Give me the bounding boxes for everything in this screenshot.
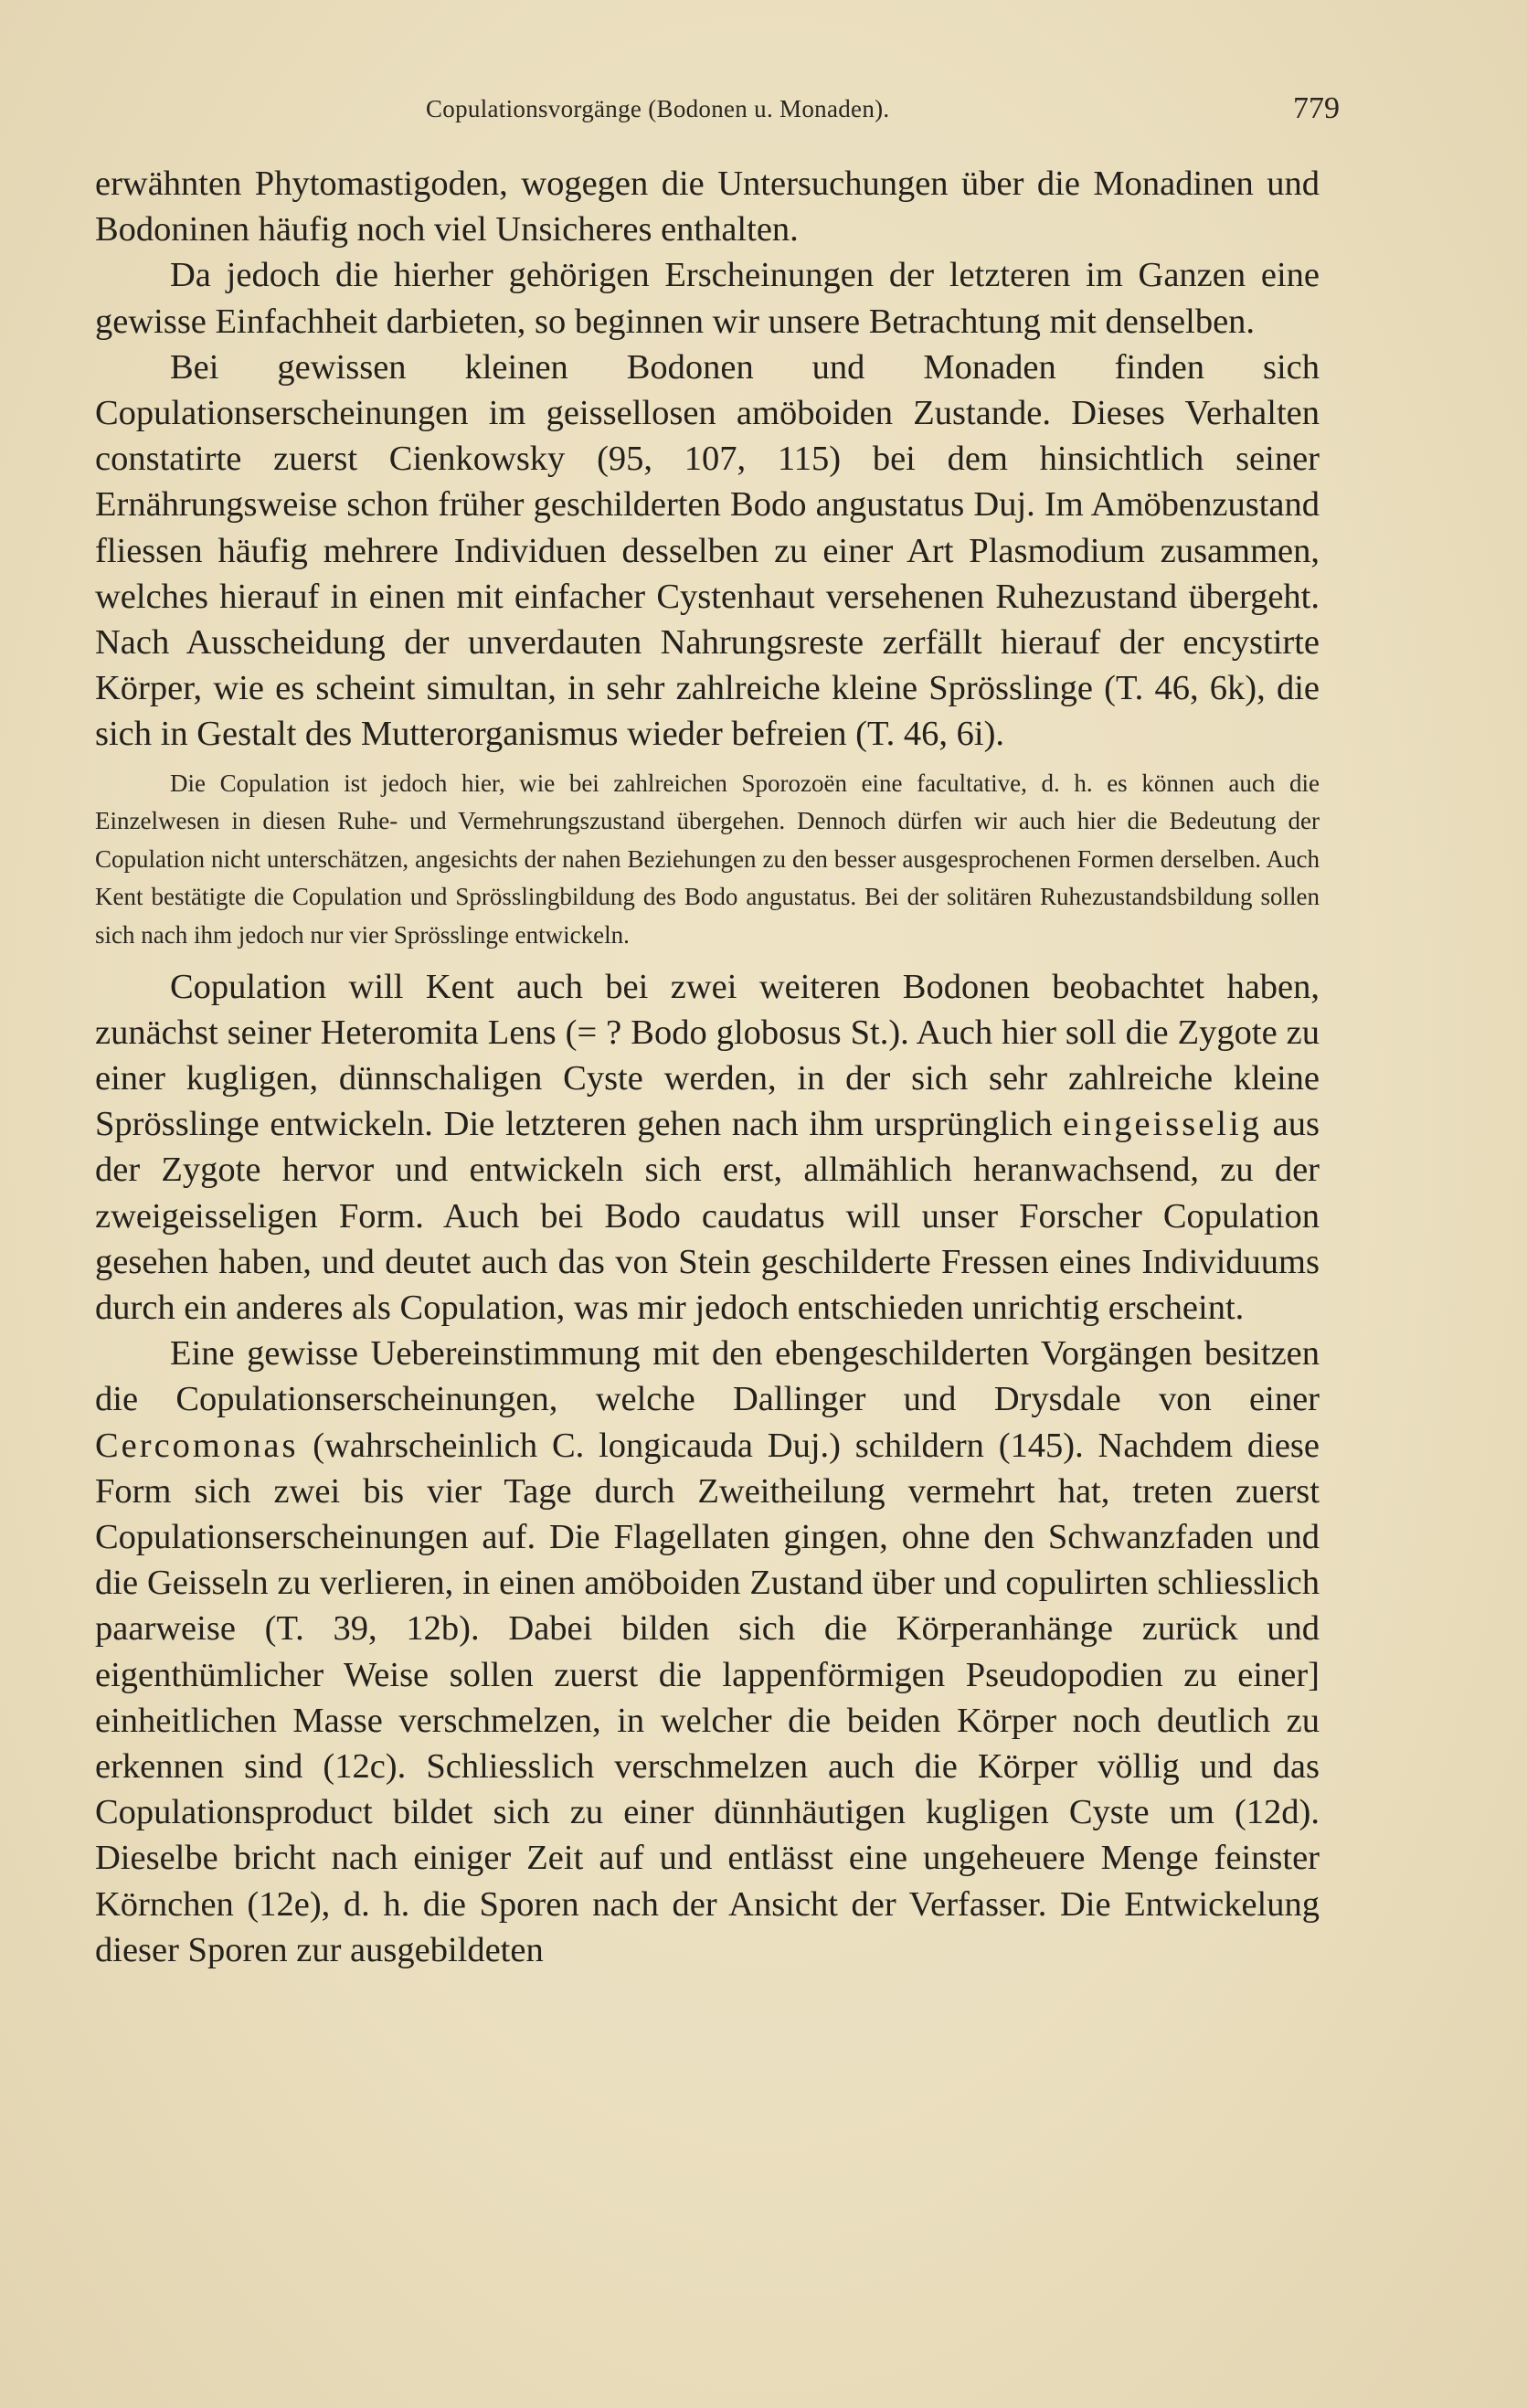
paragraph-text: (wahrscheinlich C. longicauda Duj.) schildern (145). Nachdem diese Form sich zwei bis vier Tage durch Zweitheilung vermehrt hat, treten zuerst Copulationserscheinungen auf. Die Flagellaten gingen, ohne den Schwanzfaden und die Geisseln zu verlieren, in einen amöboiden Zustand über und copulirten schliesslich paarweise (T. 39, 12b). Dabei bilden sich die Körperanhänge zurück und eigenthümlicher Weise sollen zuerst die lappenförmigen Pseudopodien zu einer] einheitlichen Masse verschmelzen, in welcher die beiden Körper noch deutlich zu erkennen sind (12c). Schliesslich verschmelzen auch die Körper völlig und das Copulationsproduct bildet sich zu einer dünnhäutigen kugligen Cyste um (12d). Dieselbe bricht nach einiger Zeit auf und entlässt eine ungeheuere Menge feinster Körnchen (12e), d. h. die Sporen nach der Ansicht der Verfasser. Die Entwickelung dieser Sporen zur ausgebildeten xyxy=(95,1426,1320,1969)
page-number: 779 xyxy=(1293,91,1340,125)
small-print-note xyxy=(95,765,1320,955)
paragraph-text: Da jedoch die hierher gehörigen Erscheinungen der letzteren im Ganzen eine gewisse Einfachheit darbieten, so beginnen wir unsere Betrachtung mit denselben. xyxy=(95,256,1320,341)
page-header xyxy=(95,91,1340,132)
emphasized-term: Cercomonas xyxy=(95,1426,299,1465)
paragraph xyxy=(95,252,1320,344)
paragraph-text: Eine gewisse Uebereinstimmung mit den ebengeschilderten Vorgängen besitzen die Copulationserscheinungen, welche Dallinger und Drysdale von einer xyxy=(95,1334,1320,1419)
paragraph-text: aus der Zygote hervor und entwickeln sich erst, allmählich heranwachsend, zu der zweigeisseligen Form. Auch bei Bodo caudatus will unser Forscher Copulation gesehen haben, und deutet auch das von Stein geschilderte Fressen eines Individuums durch ein anderes als Copulation, was mir jedoch entschieden unrichtig erscheint. xyxy=(95,1105,1320,1328)
emphasized-term: eingeisselig xyxy=(1063,1105,1262,1144)
paragraph-text: Bei gewissen kleinen Bodonen und Monaden finden sich Copulationserscheinungen im geissellosen amöboiden Zustande. Dieses Verhalten constatirte zuerst Cienkowsky (95, 107, 115) bei dem hinsichtlich seiner Ernährungsweise schon früher geschilderten Bodo angustatus Duj. Im Amöbenzustand fliessen häufig mehrere Individuen desselben zu einer Art Plasmodium zusammen, welches hierauf in einen mit einfacher Cystenhaut versehenen Ruhezustand übergeht. Nach Ausscheidung der unverdauten Nahrungsreste zerfällt hierauf der encystirte Körper, wie es scheint simultan, in sehr zahlreiche kleine Sprösslinge (T. 46, 6k), die sich in Gestalt des Mutterorganismus wieder befreien (T. 46, 6i). xyxy=(95,347,1320,754)
paragraph xyxy=(95,964,1320,1331)
paragraph xyxy=(95,161,1320,252)
paragraph-text: erwähnten Phytomastigoden, wogegen die Untersuchungen über die Monadinen und Bodoninen häufig noch viel Unsicheres enthalten. xyxy=(95,164,1320,249)
body-text xyxy=(95,161,1320,1973)
paragraph xyxy=(95,1331,1320,1973)
running-title: Copulationsvorgänge (Bodonen u. Monaden). xyxy=(426,95,890,122)
paragraph xyxy=(95,345,1320,758)
paragraph-text: Die Copulation ist jedoch hier, wie bei zahlreichen Sporozoën eine facultative, d. h. es können auch die Einzelwesen in diesen Ruhe- und Vermehrungszustand übergehen. Dennoch dürfen wir auch hier die Bedeutung der Copulation nicht unterschätzen, angesichts der nahen Beziehungen zu den besser ausgesprochenen Formen derselben. Auch Kent bestätigte die Copulation und Sprösslingbildung des Bodo angustatus. Bei der solitären Ruhezustandsbildung sollen sich nach ihm jedoch nur vier Sprösslinge entwickeln. xyxy=(95,769,1320,949)
paragraph-text: Copulation will Kent auch bei zwei weiteren Bodonen beobachtet haben, zunächst seiner Heteromita Lens (= ? Bodo globosus St.). Auch hier soll die Zygote zu einer kugligen, dünnschaligen Cyste werden, in der sich sehr zahlreiche kleine Sprösslinge entwickeln. Die letzteren gehen nach ihm ursprünglich xyxy=(95,967,1320,1144)
